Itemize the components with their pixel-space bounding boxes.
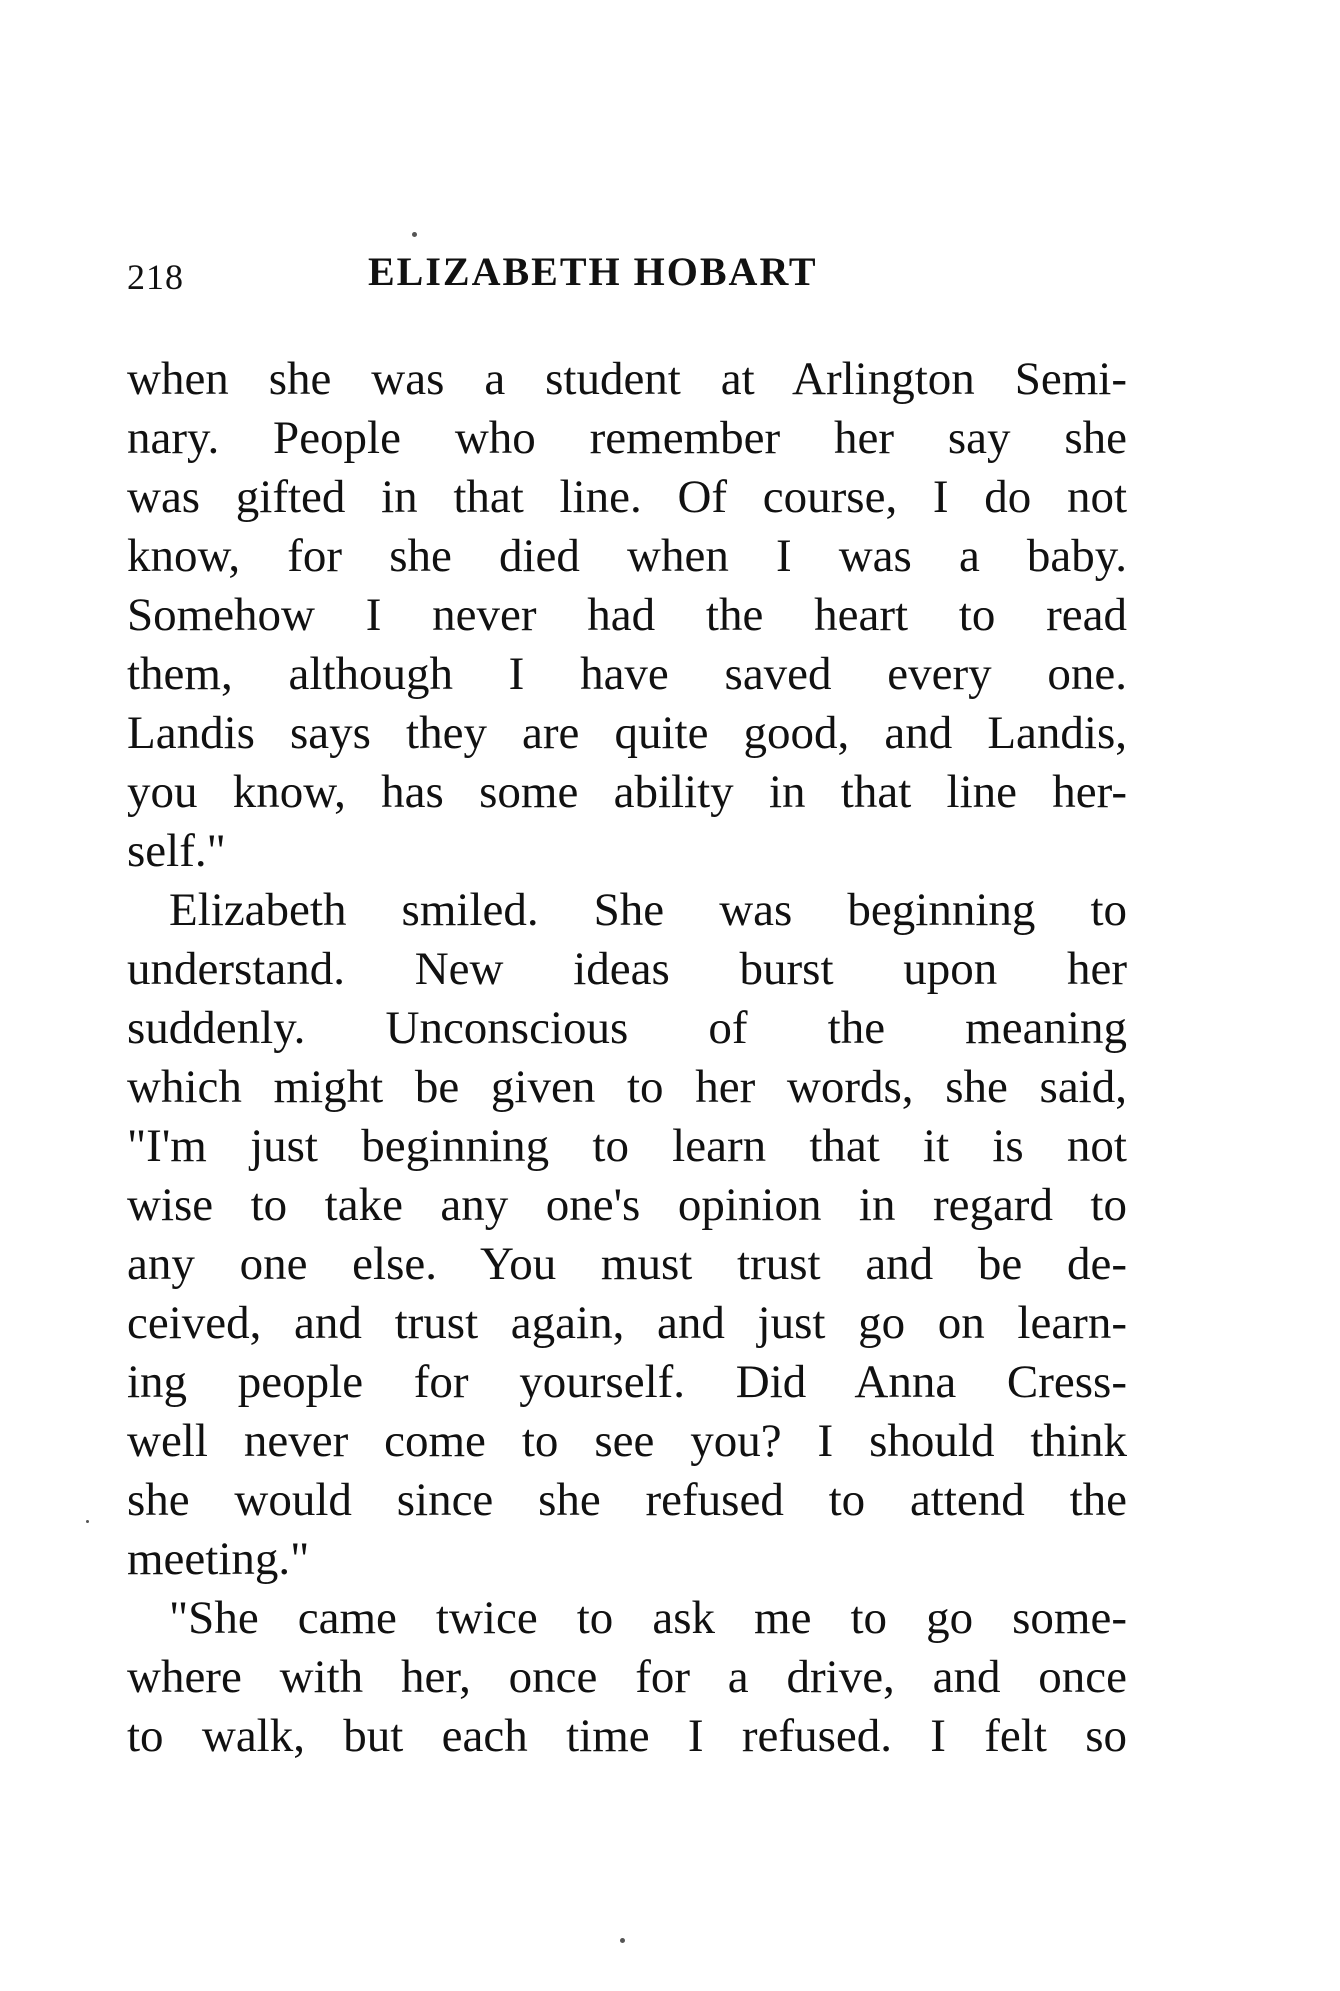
text-line: you know, has some ability in that line her-	[127, 766, 1127, 818]
paragraph	[127, 881, 1127, 1589]
text-line: ceived, and trust again, and just go on learn-	[127, 1297, 1127, 1349]
ink-speck	[412, 232, 417, 237]
text-line: to walk, but each time I refused. I felt so	[127, 1710, 1127, 1762]
text-line: which might be given to her words, she said,	[127, 1061, 1127, 1113]
text-line: Somehow I never had the heart to read	[127, 589, 1127, 641]
text-line: Elizabeth smiled. She was beginning to	[169, 884, 1127, 936]
paragraph	[127, 350, 1127, 881]
text-line: when she was a student at Arlington Semi-	[127, 353, 1127, 405]
text-line: them, although I have saved every one.	[127, 648, 1127, 700]
page-number: 218	[127, 257, 184, 297]
text-line: was gifted in that line. Of course, I do not	[127, 471, 1127, 523]
text-line: nary. People who remember her say she	[127, 412, 1127, 464]
text-line: self."	[127, 825, 226, 877]
text-line: suddenly. Unconscious of the meaning	[127, 1002, 1127, 1054]
text-line: wise to take any one's opinion in regard to	[127, 1179, 1127, 1231]
text-line: well never come to see you? I should think	[127, 1415, 1127, 1467]
ink-speck	[86, 1520, 89, 1523]
paragraph	[127, 1589, 1127, 1766]
text-line: "She came twice to ask me to go some-	[169, 1592, 1127, 1644]
text-line: know, for she died when I was a baby.	[127, 530, 1127, 582]
running-head: ELIZABETH HOBART	[368, 249, 818, 294]
text-line: Landis says they are quite good, and Landis,	[127, 707, 1127, 759]
text-line: "I'm just beginning to learn that it is not	[127, 1120, 1127, 1172]
text-line: meeting."	[127, 1533, 310, 1585]
text-line: understand. New ideas burst upon her	[127, 943, 1127, 995]
text-line: she would since she refused to attend the	[127, 1474, 1127, 1526]
body-text	[127, 350, 1127, 1766]
text-line: ing people for yourself. Did Anna Cress-	[127, 1356, 1127, 1408]
text-line: any one else. You must trust and be de-	[127, 1238, 1127, 1290]
text-line: where with her, once for a drive, and once	[127, 1651, 1127, 1703]
page-header	[127, 248, 1127, 308]
ink-speck	[620, 1938, 625, 1943]
